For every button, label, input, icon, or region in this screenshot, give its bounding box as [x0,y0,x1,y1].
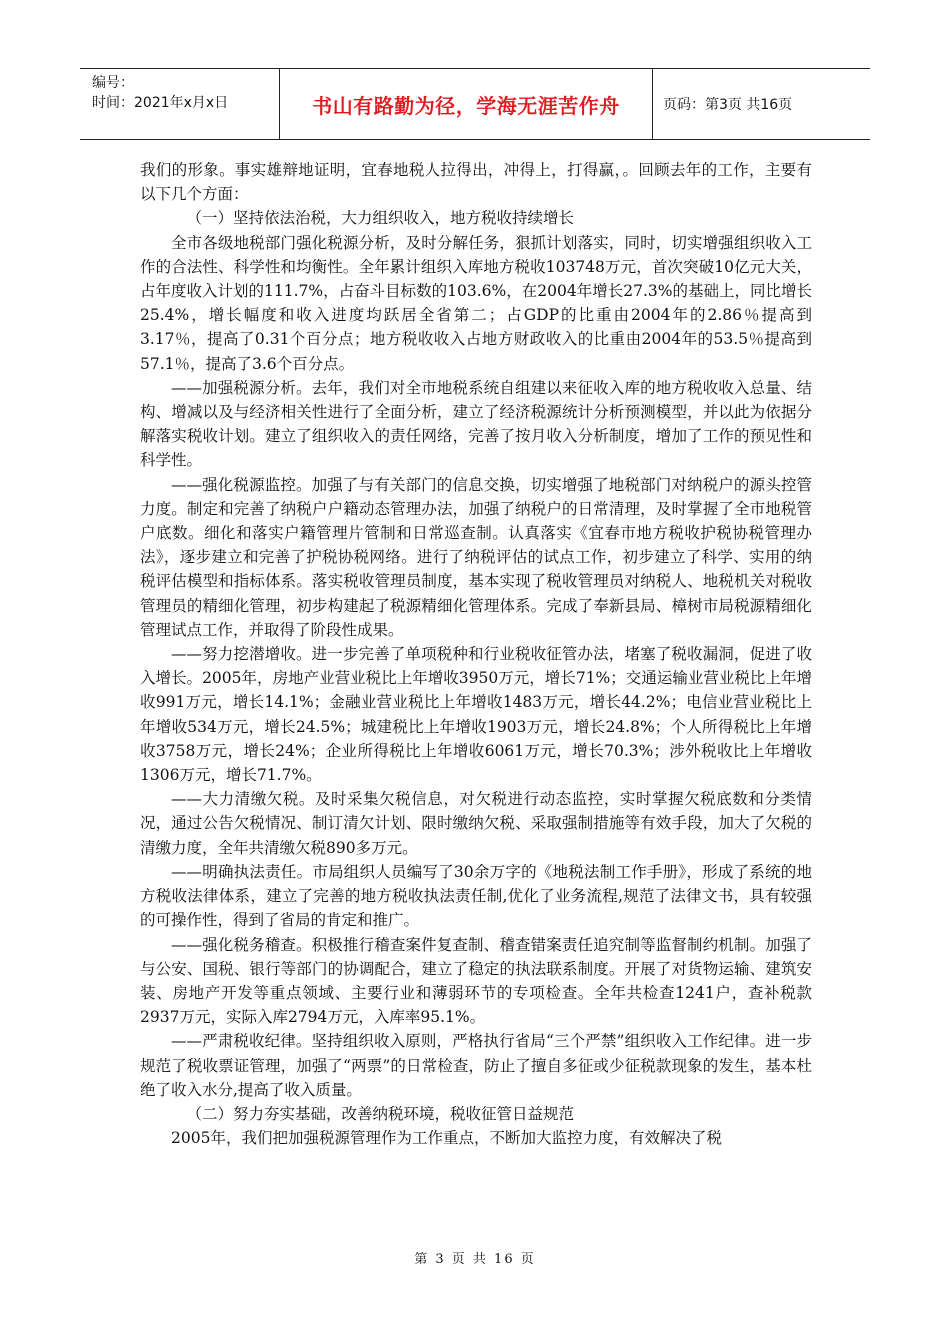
paragraph: 全市各级地税部门强化税源分析，及时分解任务，狠抓计划落实，同时，切实增强组织收入工作的合法性、科学性和均衡性。全年累计组织入库地方税收103748万元，首次突破10亿元大关，占年度收入计划的111.7%，占奋斗目标数的103.6%，在2004年增长27.3%的基础上，同比增长25.4%，增长幅度和收入进度均跃居全省第二；占GDP的比重由2004年的2.86％提高到3.17％，提高了0.31个百分点；地方税收收入占地方财政收入的比重由2004年的53.5％提高到57.1％，提高了3.6个百分点。 [140,233,812,373]
page-footer: 第 3 页 共 16 页 [414,1252,536,1267]
paragraph: ——强化税务稽查。积极推行稽查案件复查制、稽查错案责任追究制等监督制约机制。加强了与公安、国税、银行等部门的协调配合，建立了稳定的执法联系制度。开展了对货物运输、建筑安装、房地产开发等重点领域、主要行业和薄弱环节的专项检查。全年共检查1241户，查补税款2937万元，实际入库2794万元，入库率95.1%。 [140,935,812,1027]
section-heading: （二）努力夯实基础，改善纳税环境，税收征管日益规范 [186,1104,575,1123]
header-page-info: 页码：第3页 共16页 [663,97,793,113]
section-heading: （一）坚持依法治税，大力组织收入，地方税收持续增长 [186,209,575,228]
document-time-label: 时间：2021年x月x日 [92,95,229,111]
page-header [80,68,870,140]
paragraph: ——强化税源监控。加强了与有关部门的信息交换，切实增强了地税部门对纳税户的源头控管力度。制定和完善了纳税户户籍动态管理办法，加强了纳税户的日常清理，及时掌握了全市地税管户底数。细化和落实户籍管理片管制和日常巡查制。认真落实《宜春市地方税收护税协税管理办法》，逐步建立和完善了护税协税网络。进行了纳税评估的试点工作，初步建立了科学、实用的纳税评估模型和指标体系。落实税收管理员制度，基本实现了税收管理员对纳税人、地税机关对税收管理员的精细化管理，初步构建起了税源精细化管理体系。完成了奉新县局、樟树市局税源精细化管理试点工作，并取得了阶段性成果。 [140,475,812,639]
paragraph: ——明确执法责任。市局组织人员编写了30余万字的《地税法制工作手册》，形成了系统的地方税收法律体系，建立了完善的地方税收执法责任制,优化了业务流程,规范了法律文书，具有较强的可操作性，得到了省局的肯定和推广。 [140,862,812,930]
header-motto: 书山有路勤为径，学海无涯苦作舟 [280,69,653,139]
paragraph: ——严肃税收纪律。坚持组织收入原则，严格执行省局“三个严禁”组织收入工作纪律。进一步规范了税收票证管理，加强了“两票”的日常检查，防止了擅自多征或少征税款现象的发生，基本杜绝了收入水分,提高了收入质量。 [140,1032,812,1099]
paragraph: ——加强税源分析。去年，我们对全市地税系统自组建以来征收入库的地方税收收入总量、结构、增减以及与经济相关性进行了全面分析，建立了经济税源统计分析预测模型，并以此为依据分解落实税收计划。建立了组织收入的责任网络，完善了按月收入分析制度，增加了工作的预见性和科学性。 [140,378,812,470]
document-body [140,158,812,1150]
paragraph: 2005年，我们把加强税源管理作为工作重点，不断加大监控力度，有效解决了税 [171,1129,722,1148]
document-number-label: 编号： [92,75,134,91]
paragraph: ——努力挖潜增收。进一步完善了单项税种和行业税收征管办法，堵塞了税收漏洞，促进了收入增长。2005年，房地产业营业税比上年增收3950万元，增长71%；交通运输业营业税比上年增收991万元，增长14.1%；金融业营业税比上年增收1483万元，增长44.2%；电信业营业税比上年增收534万元，增长24.5%；城建税比上年增收1903万元，增长24.8%；个人所得税比上年增收3758万元，增长24%；企业所得税比上年增收6061万元，增长70.3%；涉外税收比上年增收1306万元，增长71.7%。 [140,645,812,785]
paragraph: ——大力清缴欠税。及时采集欠税信息，对欠税进行动态监控，实时掌握欠税底数和分类情况，通过公告欠税情况、制订清欠计划、限时缴纳欠税、采取强制措施等有效手段，加大了欠税的清缴力度，全年共清缴欠税890多万元。 [140,790,812,857]
header-meta [80,69,280,139]
paragraph: 我们的形象。事实雄辩地证明，宜春地税人拉得出，冲得上，打得赢，。回顾去年的工作，主要有以下几个方面： [140,161,812,204]
